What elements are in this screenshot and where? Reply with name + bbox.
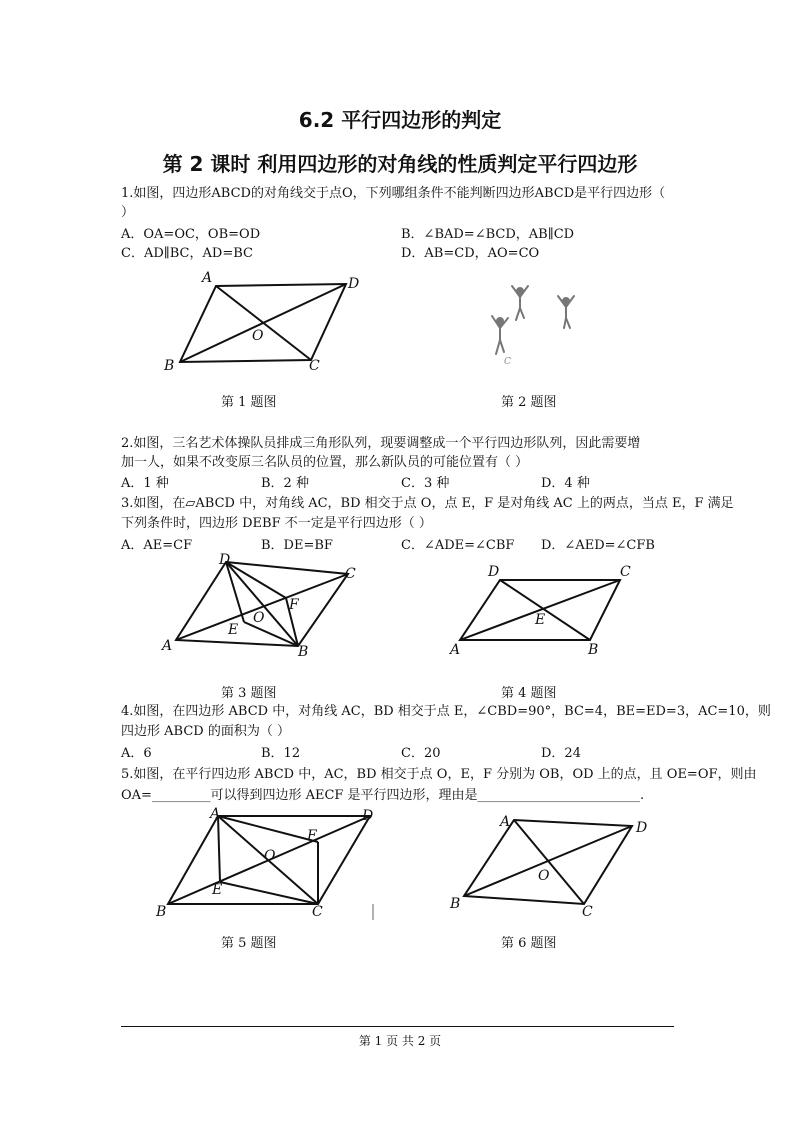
caption-fig1: 第 1 题图: [221, 395, 277, 410]
fig1-label-b: B: [164, 358, 175, 374]
q1-option-a: A．OA=OC，OB=OD: [121, 227, 261, 242]
q3-option-a: A．AE=CF: [121, 538, 193, 553]
fig6-label-a: A: [500, 814, 511, 830]
figure-5-parallelogram: [150, 802, 382, 920]
fig5-label-c: C: [312, 904, 323, 920]
caption-fig2: 第 2 题图: [501, 395, 557, 410]
fig4-label-d: D: [488, 564, 500, 580]
q2-option-c: C．3 种: [401, 476, 450, 491]
fig6-label-o: O: [538, 868, 550, 884]
q4-stem-line1: 4.如图，在四边形 ABCD 中，对角线 AC，BD 相交于点 E，∠CBD=90°，BC=4，BE=ED=3，AC=10，则: [121, 704, 771, 719]
fig1-label-d: D: [348, 276, 360, 292]
q5-stem-line1: 5.如图，在平行四边形 ABCD 中，AC，BD 相交于点 O，E，F 分别为 OB，OD 上的点，且 OE=OF，则由: [121, 767, 757, 782]
fig3-label-a: A: [162, 638, 173, 654]
q4-option-a: A．6: [121, 746, 152, 761]
figure-4-quadrilateral: [444, 560, 644, 664]
q2-option-d: D．4 种: [541, 476, 590, 491]
fig4-label-c: C: [620, 564, 631, 580]
q3-option-d: D．∠AED=∠CFB: [541, 538, 655, 553]
caption-fig4: 第 4 题图: [501, 686, 557, 701]
q3-option-b: B．DE=BF: [261, 538, 333, 553]
q4-option-b: B．12: [261, 746, 301, 761]
fig4-label-a: A: [450, 642, 461, 658]
caption-fig5: 第 5 题图: [221, 936, 277, 951]
figure-2-gymnasts: [486, 282, 582, 368]
q1-option-b: B．∠BAD=∠BCD，AB∥CD: [401, 227, 575, 242]
fig3-label-o: O: [253, 610, 265, 626]
q4-stem-line2: 四边形 ABCD 的面积为（ ）: [121, 724, 290, 739]
q2-option-a: A．1 种: [121, 476, 169, 491]
fig5-label-e: E: [212, 882, 223, 898]
q2-stem-line1: 2.如图，三名艺术体操队员排成三角形队列，现要调整成一个平行四边形队列，因此需要增: [121, 436, 641, 451]
fig1-label-a: A: [202, 270, 213, 286]
q2-option-b: B．2 种: [261, 476, 309, 491]
q4-option-c: C．20: [401, 746, 441, 761]
page-title: 6.2 平行四边形的判定: [298, 108, 502, 132]
footer-divider: [121, 1026, 674, 1027]
q1-option-c: C．AD∥BC，AD=BC: [121, 246, 253, 261]
figure-3-parallelogram: [156, 552, 376, 664]
figure-6-parallelogram: [444, 810, 656, 920]
q3-stem-line2: 下列条件时，四边形 DEBF 不一定是平行四边形（ ）: [121, 516, 432, 531]
page-subtitle: 第 2 课时 利用四边形的对角线的性质判定平行四边形: [162, 152, 638, 176]
caption-fig6: 第 6 题图: [501, 936, 557, 951]
fig5-label-a: A: [210, 806, 221, 822]
fig6-label-c: C: [582, 904, 593, 920]
caption-fig3: 第 3 题图: [221, 686, 277, 701]
q4-option-d: D．24: [541, 746, 581, 761]
fig1-label-o: O: [252, 328, 264, 344]
page-footer: 第 1 页 共 2 页: [358, 1034, 442, 1048]
figure-1-parallelogram: [150, 266, 380, 378]
fig6-label-b: B: [450, 896, 461, 912]
fig4-label-b: B: [588, 642, 599, 658]
fig5-label-o: O: [264, 848, 276, 864]
fig5-label-f: F: [307, 828, 317, 844]
fig3-label-d: D: [219, 552, 231, 568]
fig1-label-c: C: [309, 358, 320, 374]
q1-stem-line1: 1.如图，四边形ABCD的对角线交于点O，下列哪组条件不能判断四边形ABCD是平行四边形（: [121, 186, 666, 201]
fig5-label-b: B: [156, 904, 167, 920]
fig3-label-e: E: [228, 622, 239, 638]
q3-option-c: C．∠ADE=∠CBF: [401, 538, 515, 553]
q3-stem-line1: 3.如图，在▱ABCD 中，对角线 AC，BD 相交于点 O，点 E，F 是对角线 AC 上的两点，当点 E，F 满足: [121, 496, 734, 511]
q1-stem-line2: ）: [121, 205, 135, 220]
fig6-label-d: D: [636, 820, 648, 836]
q1-option-d: D．AB=CD，AO=CO: [401, 246, 540, 261]
fig3-label-b: B: [298, 644, 309, 660]
fig4-label-e: E: [535, 612, 546, 628]
fig5-label-d: D: [362, 808, 374, 824]
q2-stem-line2: 加一人，如果不改变原三名队员的位置，那么新队员的可能位置有（ ）: [121, 455, 529, 470]
fig2-label-c: C: [504, 357, 511, 367]
q5-stem-line2: OA=_________可以得到四边形 AECF 是平行四边形，理由是_________________________.: [121, 788, 645, 803]
fig3-label-f: F: [289, 597, 299, 613]
fig3-label-c: C: [345, 566, 356, 582]
